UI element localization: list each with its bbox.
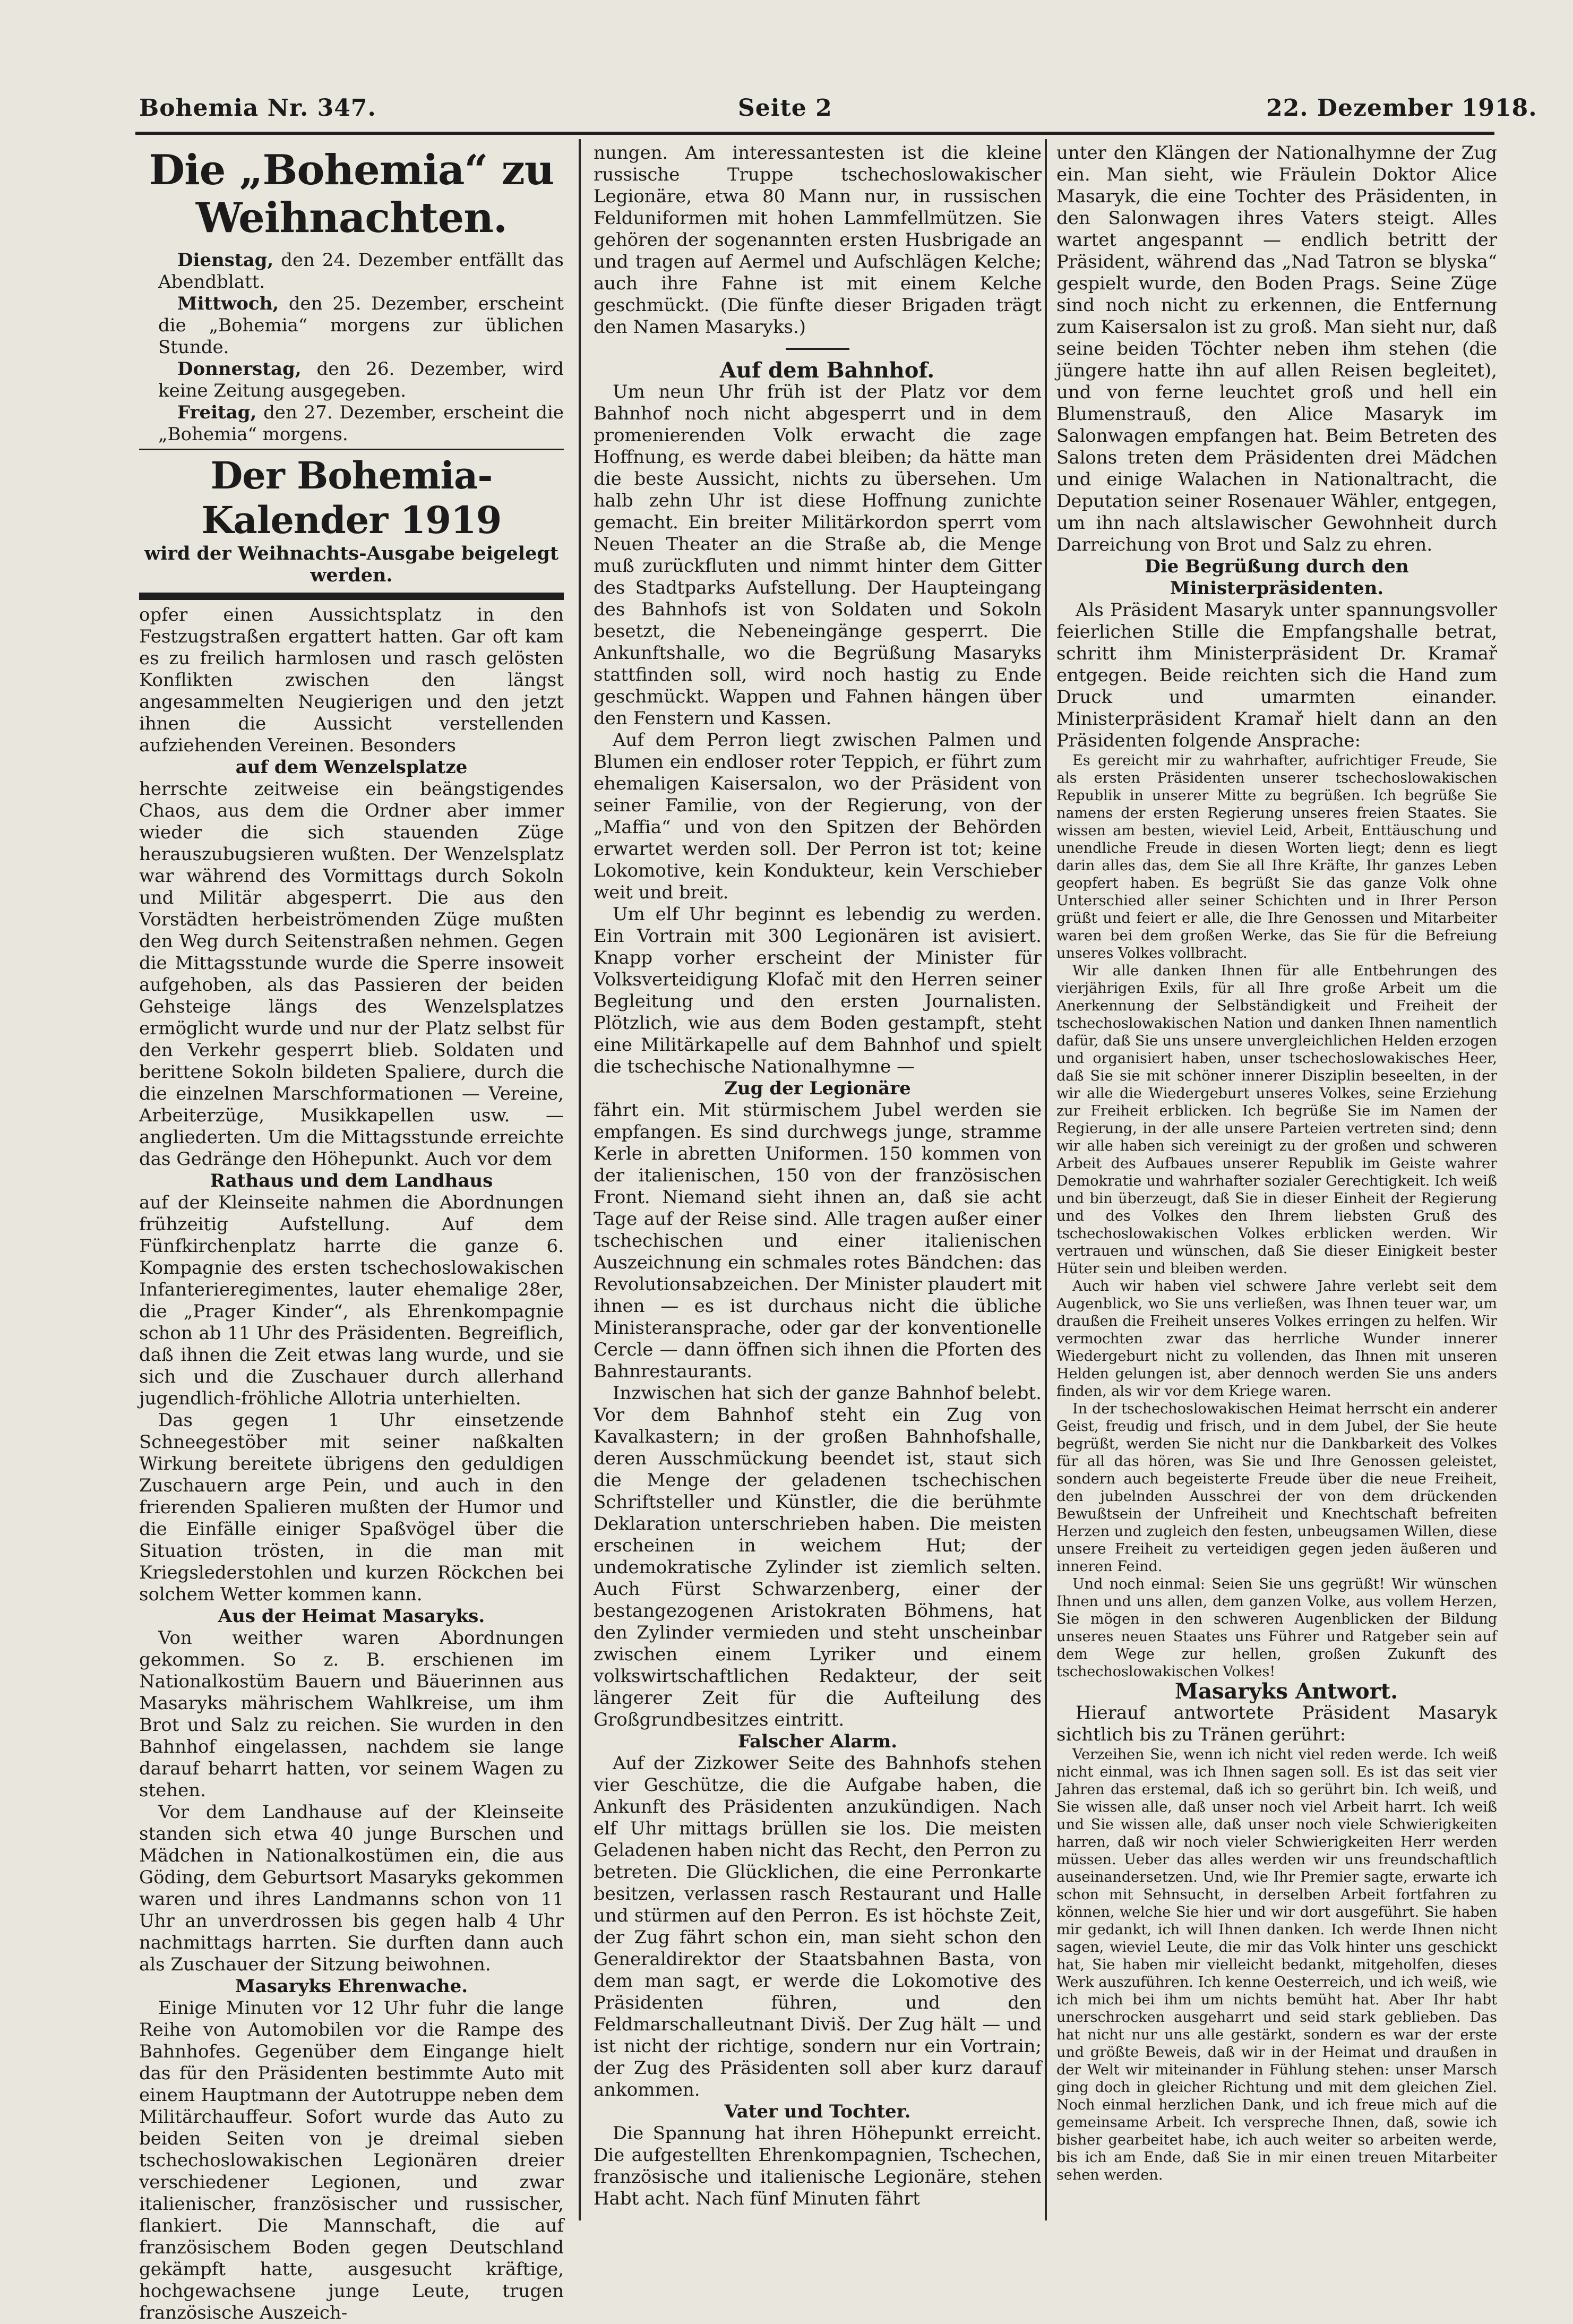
section-rule xyxy=(139,593,564,600)
subheading: Aus der Heimat Masaryks. xyxy=(218,1606,485,1627)
paragraph: Um elf Uhr beginnt es lebendig zu werden. Ein Vortrain mit 300 Legionären ist avisiert. Knapp vorher erscheint der Minister für Volksverteidigung Klofač mit den Herren seiner Begleitung und den ersten Journalisten. Plötzlich, wie aus dem Boden gestampft, steht eine Militärkapelle auf dem Bahnhof und spielt die tschechische Nationalhymne — xyxy=(594,904,1042,1077)
paragraph: Die Spannung hat ihren Höhepunkt erreicht. Die aufgestellten Ehrenkompagnien, Tschechen, französische und italienische Legionäre, stehen Habt acht. Nach fünf Minuten fährt xyxy=(594,2123,1042,2209)
paragraph: nungen. Am interessantesten ist die kleine russische Truppe tschechoslowakischer Legionäre, etwa 80 Mann nur, in russischen Felduniformen mit hohen Lammfellmützen. Sie gehören der sogenannten ersten Husbrigade an und tragen auf Aermel und Aufschlägen Kelche; auch ihre Fahne ist mit einem Kelche geschmückt. (Die fünfte dieser Brigaden trägt den Namen Masaryks.) xyxy=(594,142,1042,338)
paragraph: Auf der Zizkower Seite des Bahnhofs stehen vier Geschütze, die die Aufgabe haben, die Ankunft des Präsidenten anzukündigen. Nach elf Uhr mittags brüllen sie los. Die meisten Geladenen haben nicht das Recht, den Perron zu betreten. Die Glücklichen, die eine Perronkarte besitzen, verlassen rasch Restaurant und Halle und stürmen auf den Perron. Es ist höchste Zeit, der Zug fährt schon ein, man sieht schon den Generaldirektor der Staatsbahnen Basta, von dem man sagt, er werde die Lokomotive des Präsidenten führen, und den Feldmarschalleutnant Diviš. Der Zug hält — und ist nicht der richtige, sondern nur ein Vortrain; der Zug des Präsidenten soll aber kurz darauf ankommen. xyxy=(594,1753,1042,2100)
paragraph: Als Präsident Masaryk unter spannungsvoller feierlichen Stille die Empfangshalle betrat, schritt ihm Ministerpräsident Dr. Kramař entgegen. Beide reichten sich die Hand zum Druck und umarmten einander. Ministerpräsident Kramař hielt dann an den Präsidenten folgende Ansprache: xyxy=(1056,599,1497,751)
subheading: Zug der Legionäre xyxy=(724,1078,911,1099)
subheading: Auf dem Bahnhof. xyxy=(719,358,935,383)
subheading: Masaryks Ehrenwache. xyxy=(235,1976,468,1997)
subheading: Die Begrüßung durch den Ministerpräsidenten. xyxy=(1145,556,1409,599)
paragraph: herrschte zeitweise ein beängstigendes Chaos, aus dem die Ordner aber immer wieder die sich stauenden Züge herauszubugsieren wußten. Der Wenzelsplatz war während des Vormittags durch Sokoln und Militär abgesperrt. Die aus den Vorstädten herbeiströmenden Züge mußten den Weg durch Seitenstraßen nehmen. Gegen die Mittagsstunde wurde die Sperre insoweit aufgehoben, als das Passieren der beiden Gehsteige längs des Wenzelsplatzes ermöglicht wurde und nur der Platz selbst für den Verkehr gesperrt blieb. Soldaten und berittene Sokoln bildeten Spaliere, durch die die einzelnen Marschformationen — Vereine, Arbeiterzüge, Musikkapellen usw. — angliederten. Um die Mittagsstunde erreichte das Gedränge den Höhepunkt. Auch vor dem xyxy=(139,778,564,1170)
column-divider-2 xyxy=(1045,139,1047,2220)
paragraph: Hierauf antwortete Präsident Masaryk sichtlich bis zu Tränen gerührt: xyxy=(1056,1702,1497,1745)
paragraph: unter den Klängen der Nationalhymne der Zug ein. Man sieht, wie Fräulein Doktor Alice Masaryk, die eine Tochter des Präsidenten, in den Salonwagen ihres Vaters steigt. Alles wartet angespannt — endlich betritt der Präsident, während das „Nad Tatron se blyska“ gespielt wurde, den Boden Prags. Seine Züge sind noch nicht zu erkennen, die Entfernung zum Kaisersalon ist zu groß. Man sieht nur, daß seine beiden Töchter neben ihm stehen (die jüngere hatte ihn auf allen Reisen begleitet), und von ferne leuchtet groß und hell ein Blumenstrauß, den Alice Masaryk im Salonwagen empfangen hat. Beim Betreten des Salons treten dem Präsidenten drei Mädchen und einige Walachen in Nationaltracht, die Deputation seiner Rosenauer Wähler, entgegen, um ihn nach altslawischer Gewohnheit durch Darreichung von Brot und Salz zu ehren. xyxy=(1056,142,1497,555)
kalender-title: Der Bohemia-Kalender 1919 xyxy=(201,453,502,542)
paragraph: Inzwischen hat sich der ganze Bahnhof belebt. Vor dem Bahnhof steht ein Zug von Kavalkastern; in der großen Bahnhofshalle, deren Ausschmückung beendet ist, staut sich die Menge der geladenen tschechischen Schriftsteller und Künstler, die die berühmte Deklaration unterschrieben haben. Die meisten erscheinen in weichem Hut; der undemokratische Zylinder ist ziemlich selten. Auch Fürst Schwarzenberg, einer der bestangezogenen Aristokraten Böhmens, hat den Zylinder vermieden und steht unscheinbar zwischen einem Lyriker und einem volkswirtschaftlichen Redakteur, der seit längerer Zeit für die Aufteilung des Großgrundbesitzes eintritt. xyxy=(594,1383,1042,1730)
header-page-number: Seite 2 xyxy=(738,95,832,122)
column-divider-1 xyxy=(579,139,581,2220)
paragraph: Vor dem Landhause auf der Kleinseite standen sich etwa 40 junge Burschen und Mädchen in Nationalkostümen ein, die aus Göding, dem Geburtsort Masaryks gekommen waren und ihres Landmanns schon von 11 Uhr an unverdrossen bis gegen halb 4 Uhr nachmittags harrten. Sie durften dann auch als Zuschauer der Sitzung beiwohnen. xyxy=(139,1802,564,1975)
speech-paragraph: In der tschechoslowakischen Heimat herrscht ein anderer Geist, freudig und frisch, und in dem Jubel, der Sie heute begrüßt, werden Sie nicht nur die Dankbarkeit des Volkes für all das hören, was Sie und Ihre Genossen geleistet, sondern auch begeisterte Freude über die neue Freiheit, den jubelnden Ausschrei der von dem drückenden Bewußtsein der Unfreiheit und Knechtschaft befreiten Herzen und zugleich den festen, unbeugsamen Willen, diese unsere Freiheit zu verteidigen gegen jeden äußeren und inneren Feind. xyxy=(1056,1401,1497,1575)
christmas-notice-title: Die „Bohemia“ zu Weihnachten. xyxy=(149,146,554,242)
paragraph: Auf dem Perron liegt zwischen Palmen und Blumen ein endloser roter Teppich, er führt zum ehemaligen Kaisersalon, wo der Präsident von seiner Familie, von der Regierung, von der „Maffia“ und von den Spitzen der Behörden erwartet werden soll. Der Perron ist tot; keine Lokomotive, kein Kondukteur, kein Verschieber weit und breit. xyxy=(594,730,1042,903)
column-1 xyxy=(139,142,564,2324)
separator xyxy=(786,348,849,350)
paragraph: fährt ein. Mit stürmischem Jubel werden sie empfangen. Es sind durchwegs junge, stramme Kerle in abretten Uniformen. 150 kommen von der italienischen, 150 von der französischen Front. Niemand sieht ihnen an, daß sie acht Tage auf der Reise sind. Alle tragen außer einer tschechischen und einer italienischen Auszeichnung ein schmales rotes Bändchen: das Revolutionsabzeichen. Der Minister plaudert mit ihnen — es ist durchaus nicht die übliche Ministeransprache, oder gar der konventionelle Cercle — dann öffnen sich ihnen die Pforten des Bahnrestaurants. xyxy=(594,1100,1042,1382)
paragraph: auf der Kleinseite nahmen die Abordnungen frühzeitig Aufstellung. Auf dem Fünfkirchenplatz harrte die ganze 6. Kompagnie des ersten tschechoslowakischen Infanterieregimentes, lauter ehemalige 28er, die „Prager Kinder“, als Ehrenkompagnie schon ab 11 Uhr des Präsidenten. Begreiflich, daß ihnen die Zeit etwas lang wurde, und sie sich und die Zuschauer durch allerhand jugendlich-fröhliche Allotria unterhielten. xyxy=(139,1192,564,1409)
speech-paragraph: Und noch einmal: Seien Sie uns gegrüßt! Wir wünschen Ihnen und uns allen, dem ganzen Volke, aus vollem Herzen, Sie mögen in den schweren Augenblicken der Bildung unseres neuen Staates uns Führer und Ratgeber sein auf dem Wege zur hellen, großen Zukunft des tschechoslowakischen Volkes! xyxy=(1056,1576,1497,1680)
schedule-item: Donnerstag, den 26. Dezember, wird keine Zeitung ausgegeben. xyxy=(158,358,564,401)
paragraph: Von weither waren Abordnungen gekommen. So z. B. erschienen im Nationalkostüm Bauern und Bäuerinnen aus Masaryks mährischem Wahlkreise, um ihm Brot und Salz zu reichen. Sie wurden in den Bahnhof eingelassen, nachdem sie lange darauf beharrt hatten, vor seinem Wagen zu stehen. xyxy=(139,1627,564,1801)
subheading: Vater und Tochter. xyxy=(724,2101,911,2122)
subheading: Masaryks Antwort. xyxy=(1174,1679,1398,1704)
paragraph: opfer einen Aussichtsplatz in den Festzugstraßen ergattert hatten. Gar oft kam es zu freilich harmlosen und rasch gelösten Konflikten zwischen den längst angesammelten Neugierigen und den jetzt ihnen die Aussicht verstellenden aufziehenden Vereinen. Besonders xyxy=(139,604,564,756)
header-issue: Bohemia Nr. 347. xyxy=(139,95,376,122)
subheading: Rathaus und dem Landhaus xyxy=(210,1170,493,1191)
header-date: 22. Dezember 1918. xyxy=(1266,95,1537,122)
subheading: auf dem Wenzelsplatze xyxy=(235,757,468,778)
header-rule xyxy=(135,132,1494,135)
speech-paragraph: Verzeihen Sie, wenn ich nicht viel reden werde. Ich weiß nicht einmal, was ich Ihnen sagen soll. Es ist das seit vier Jahren das erstemal, daß ich so gerührt bin. Ich weiß, und Sie wissen alle, daß unser noch viel Arbeit harrt. Ich weiß und Sie wissen alle, daß unser noch viele Schwierigkeiten harren, daß wir noch vieler Schwierigkeiten Herr werden müssen. Ueber das alles werden wir uns freundschaftlich auseinandersetzen. Und, wie Ihr Premier sagte, erwarte ich schon mit Sehnsucht, in derselben Arbeit fortfahren zu können, welche Sie hier und wir dort ausgeführt. Sie haben mir gedankt, ich will Ihnen danken. Ich werde Ihnen nicht sagen, wieviel Leute, die mir das Volk hinter uns geschickt hat, Sie haben mir vielleicht bedankt, mitgeholfen, dieses Werk auszuführen. Ich kenne Oesterreich, und ich weiß, wie ich mich bei ihm um nichts bemüht hat. Aber Ihr habt unerschrocken ausgeharrt und seid stark geblieben. Das hat nicht nur uns alle gestärkt, sondern es war der erste und größte Beweis, daß wir in der Heimat und draußen in der Welt wir miteinander in Fühlung stehen: unser Marsch ging doch in gleicher Richtung und mit dem gleichen Ziel. Noch einmal herzlichen Dank, und ich freue mich auf die gemeinsame Arbeit. Ich verspreche Ihnen, daß, sowie ich bisher gearbeitet habe, ich auch weiter so arbeiten werde, bis ich am Ende, daß Sie in mir einen treuen Mitarbeiter sehen werden. xyxy=(1056,1746,1497,2183)
speech-paragraph: Auch wir haben viel schwere Jahre verlebt seit dem Augenblick, wo Sie uns verließen, was Ihnen teuer war, um draußen die Freiheit unseres Volkes erringen zu helfen. Wir vermochten zwar das herrliche Wunder innerer Wiedergeburt nicht zu vollenden, das Ihnen mit unseren Helden gelungen ist, aber dennoch werden Sie uns anders finden, als wir vor dem Kriege waren. xyxy=(1056,1278,1497,1400)
paragraph: Das gegen 1 Uhr einsetzende Schneegestöber mit seiner naßkalten Wirkung bereitete übrigens den geduldigen Zuschauern arge Pein, und auch in den frierenden Spalieren mußten der Humor und die Einfälle einiger Spaßvögel über die Situation trösten, in die man mit Kriegslederstohlen und kurzen Röckchen bei solchem Wetter kommen kann. xyxy=(139,1410,564,1605)
speech-paragraph: Es gereicht mir zu wahrhafter, aufrichtiger Freude, Sie als ersten Präsidenten unserer tschechoslowakischen Republik in unserer Mitte zu begrüßen. Ich begrüße Sie namens der ersten Regierung unseres freien Staates. Sie wissen am besten, wieviel Leid, Arbeit, Enttäuschung und unendliche Freude in diesen Worten liegt; denn es liegt darin alles das, dem Sie all Ihre Kräfte, Ihr ganzes Leben geopfert haben. Es begrüßt Sie das ganze Volk ohne Unterschied aller seiner Schichten und in Ihrer Person grüßt und feiert er alle, die Ihre Genossen und Mitarbeiter waren bei dem großen Werke, das Sie für die Befreiung unseres Volkes vollbracht. xyxy=(1056,752,1497,962)
divider xyxy=(139,449,564,450)
schedule-item: Freitag, den 27. Dezember, erscheint die „Bohemia“ morgens. xyxy=(158,402,564,445)
kramar-speech xyxy=(1056,752,1497,1680)
masaryk-speech xyxy=(1056,1746,1497,2184)
subheading: Falscher Alarm. xyxy=(737,1731,898,1752)
column-3 xyxy=(1056,142,1497,2184)
column-2 xyxy=(594,142,1042,2210)
paragraph: Einige Minuten vor 12 Uhr fuhr die lange Reihe von Automobilen vor die Rampe des Bahnhofes. Gegenüber dem Eingange hielt das für den Präsidenten bestimmte Auto mit einem Hauptmann der Autotruppe neben dem Militärchauffeur. Sofort wurde das Auto zu beiden Seiten von je dreimal sieben tschechoslowakischen Legionären dreier verschiedener Legionen, und zwar italienischer, französischer und russischer, flankiert. Die Mannschaft, die auf französischem Boden gegen Deutschland gekämpft hatte, ausgesucht kräftige, hochgewachsene junge Leute, trugen französische Auszeich- xyxy=(139,1997,564,2323)
speech-paragraph: Wir alle danken Ihnen für alle Entbehrungen des vierjährigen Exils, für all Ihre große Arbeit um die Anerkennung der Selbständigkeit und Freiheit der tschechoslowakischen Nation und danken Ihnen namentlich dafür, daß Sie uns unsere unvergleichlichen Helden erzogen und organisiert haben, unser tschechoslowakisches Heer, daß Sie sie mit schöner innerer Disziplin beseelten, in der wir alle die Wiedergeburt unseres Volkes, seine Erziehung zur Freiheit erblicken. Ich begrüße Sie im Namen der Regierung, in der alle unsere Parteien vertreten sind; denn wir alle haben sich vereinigt zu der großen und schweren Arbeit des Aufbaues unserer Republik im Geiste wahrer Demokratie und wahrhafter sozialer Gerechtigkeit. Ich weiß und bin überzeugt, daß Sie in dieser Einheit der Regierung und des Volkes den Ihrem liebsten Gruß des tschechoslowakischen Volkes erblicken werden. Wir vertrauen und wünschen, daß Sie dieser Einigkeit bester Hüter sein und bleiben werden. xyxy=(1056,963,1497,1277)
schedule-item: Dienstag, den 24. Dezember entfällt das Abendblatt. xyxy=(158,250,564,293)
kalender-subtitle: wird der Weihnachts-Ausgabe beigelegt werden. xyxy=(144,543,558,586)
schedule-item: Mittwoch, den 25. Dezember, erscheint die „Bohemia“ morgens zur üblichen Stunde. xyxy=(158,293,564,358)
paragraph: Um neun Uhr früh ist der Platz vor dem Bahnhof noch nicht abgesperrt und in dem promenierenden Volk erwacht die zage Hoffnung, es werde dabei bleiben; da hätte man die beste Aussicht, nichts zu übersehen. Um halb zehn Uhr ist diese Hoffnung zunichte gemacht. Ein breiter Militärkordon sperrt vom Neuen Theater an die Straße ab, die Menge muß zurückfluten und nimmt hinter dem Gitter des Stadtparks Aufstellung. Der Haupteingang des Bahnhofs ist von Soldaten und Sokoln besetzt, die Nebeneingänge gesperrt. Die Ankunftshalle, wo die Begrüßung Masaryks stattfinden soll, wird noch hastig zu Ende geschmückt. Wappen und Fahnen hängen über den Fenstern und Kassen. xyxy=(594,381,1042,729)
